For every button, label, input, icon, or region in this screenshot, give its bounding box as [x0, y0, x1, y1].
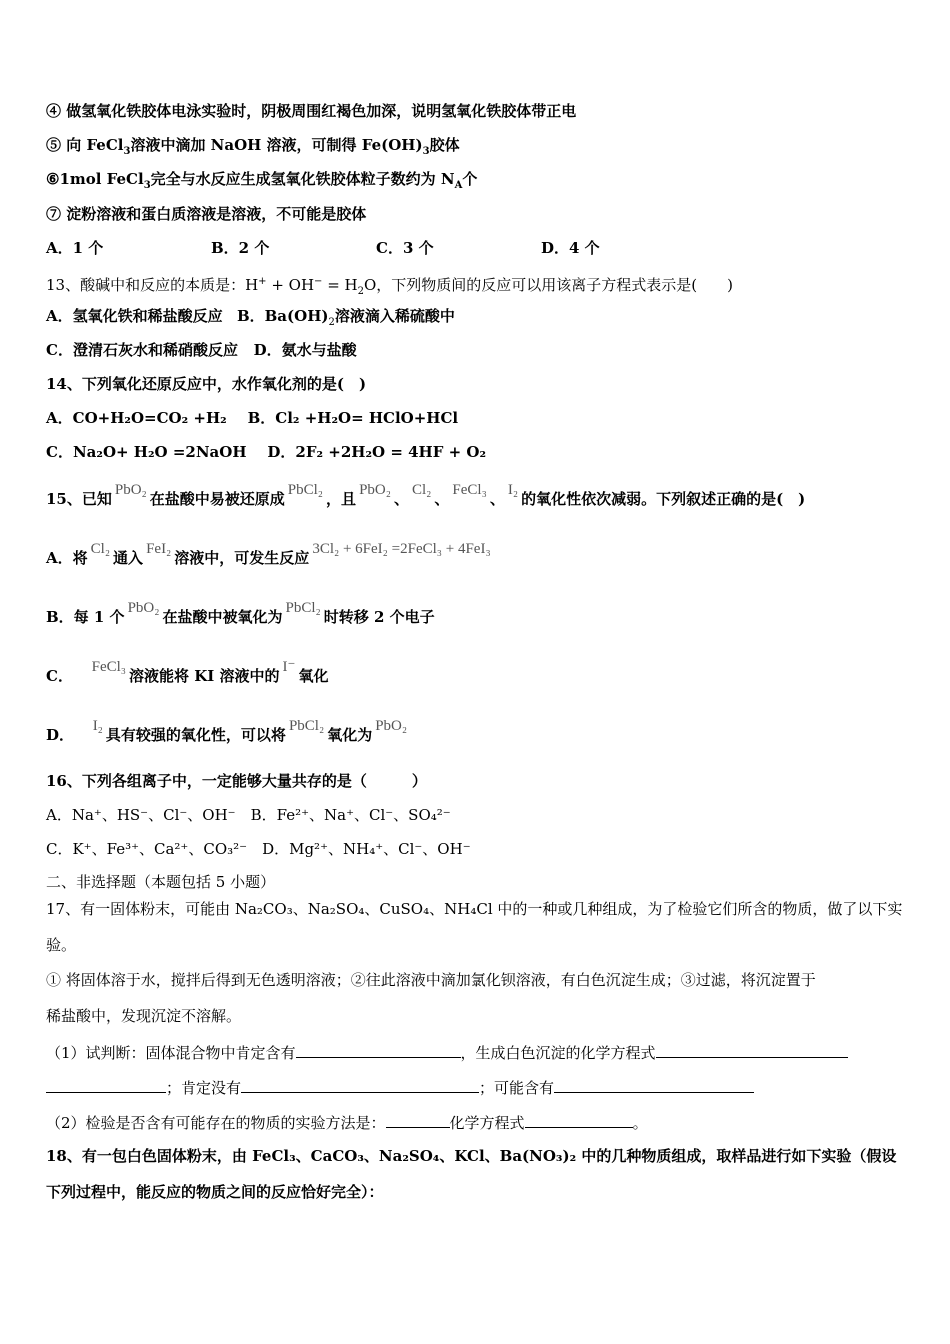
q12-item-7-text: ⑦ 淀粉溶液和蛋白质溶液是溶液，不可能是胶体 [46, 205, 367, 223]
q14-option-d: D．2F₂ +2H₂O = 4HF + O₂ [267, 443, 487, 461]
q15-a-formula-equation: 3Cl₂ + 6FeI₂ =2FeCl₃ + 4FeI₃ [312, 541, 491, 557]
q17-blank-method-equation[interactable] [525, 1111, 633, 1128]
q15-option-b [46, 600, 435, 628]
q12-option-b: B．2 个 [211, 239, 270, 257]
q13-stem-post: O，下列物质间的反应可以用该离子方程式表示是( ) [364, 276, 734, 294]
q15-stem-formula-i2: I₂ [507, 482, 519, 498]
q12-item-6-sub2: A [454, 180, 463, 191]
q15-stem-s7: 的氧化性依次减弱。下列叙述正确的是( ) [521, 490, 806, 508]
q16-stem-text: 16、下列各组离子中，一定能够大量共存的是（ ） [46, 772, 427, 790]
q13-option-c: C．澄清石灰水和稀硝酸反应 [46, 341, 238, 359]
q12-option-c: C．3 个 [376, 239, 434, 257]
q12-item-5-sub: 3 [123, 146, 131, 157]
q17-line-3-text: ① 将固体溶于水，搅拌后得到无色透明溶液；②往此溶液中滴加氯化钡溶液，有白色沉淀生成；③过滤，将沉淀置于 [46, 971, 816, 989]
q15-stem-formula-pbo2: PbO₂ [114, 482, 147, 498]
q17-part-2 [46, 1111, 648, 1133]
q17-line-3 [46, 970, 816, 990]
q15-option-a [46, 541, 494, 569]
q13-stem [46, 272, 733, 302]
q17-blank-method[interactable] [386, 1111, 450, 1128]
q13-stem-sub: 2 [357, 286, 364, 297]
q14-stem-text: 14、下列氧化还原反应中，水作氧化剂的是( ) [46, 375, 367, 393]
q18-line-2-text: 下列过程中，能反应的物质之间的反应恰好完全）： [46, 1183, 384, 1201]
q17-part-2-equation-label: 化学方程式 [449, 1114, 525, 1132]
q17-blank-equation[interactable] [656, 1041, 848, 1058]
q15-b-p3: 时转移 2 个电子 [323, 608, 435, 626]
q12-item-6-sub: 3 [143, 180, 151, 191]
q15-c-p2: 溶液能将 KI 溶液中的 [129, 667, 280, 685]
q15-stem-s4: 、 [393, 490, 409, 508]
q12-item-4-text: ④ 做氢氧化铁胶体电泳实验时，阴极周围红褐色加深，说明氢氧化铁胶体带正电 [46, 102, 577, 120]
q13-option-b-pre: B．Ba(OH) [236, 307, 329, 325]
q13-stem-mid2: = H [322, 276, 358, 294]
q13-stem-sup2: − [314, 276, 323, 287]
q14-option-c: C．Na₂O+ H₂O =2NaOH [46, 443, 247, 461]
q13-option-d: D．氨水与盐酸 [253, 341, 357, 359]
q15-b-p2: 在盐酸中被氧化为 [162, 608, 283, 626]
q17-blank-possible[interactable] [554, 1076, 754, 1093]
q12-item-5-sub2: 3 [422, 146, 430, 157]
q14-options-cd [46, 442, 486, 462]
q13-option-a: A．氢氧化铁和稀盐酸反应 [46, 307, 223, 325]
q17-part-1-possible-label: ；可能含有 [479, 1079, 555, 1097]
q15-d-p1: D． [46, 726, 75, 744]
q17-part-1-cont [46, 1076, 754, 1098]
q15-stem-s1: 15、已知 [46, 490, 112, 508]
q15-c-formula-iodide: I⁻ [282, 659, 296, 675]
q17-part-1-label: （1）试判断：固体混合物中肯定含有 [46, 1044, 296, 1062]
q12-option-d: D．4 个 [541, 239, 600, 257]
q15-c-p3: 氧化 [298, 667, 329, 685]
q15-stem-formula-pbcl2: PbCl₂ [287, 482, 324, 498]
q15-c-formula-fecl3: FeCl₃ [91, 659, 127, 675]
q12-item-6 [46, 169, 477, 196]
q17-line-4-text: 稀盐酸中，发现沉淀不溶解。 [46, 1007, 242, 1025]
q15-stem-s2: 在盐酸中易被还原成 [149, 490, 285, 508]
q15-c-p1: C． [46, 667, 73, 685]
q17-blank-definite-absent[interactable] [241, 1076, 479, 1093]
q14-option-a: A．CO+H₂O=CO₂ +H₂ [46, 409, 227, 427]
q13-options-ab [46, 306, 455, 333]
q13-options-cd [46, 340, 357, 360]
section-2-heading-text: 二、非选择题（本题包括 5 小题） [46, 873, 276, 891]
q15-a-p1: A．将 [46, 549, 88, 567]
q12-item-6-post: 个 [462, 170, 478, 188]
q15-stem-s6: 、 [489, 490, 505, 508]
q13-option-b-sub: 2 [328, 317, 335, 328]
q14-stem [46, 374, 366, 394]
q15-stem-s3: ，且 [326, 490, 357, 508]
q17-line-1-text: 17、有一固体粉末，可能由 Na₂CO₃、Na₂SO₄、CuSO₄、NH₄Cl 中的一种或几种组成，为了检验它们所含的物质，做了以下实 [46, 900, 903, 918]
q17-part-1 [46, 1041, 848, 1063]
q12-item-6-mid: 完全与水反应生成氢氧化铁胶体粒子数约为 N [150, 170, 455, 188]
q18-line-2 [46, 1182, 384, 1202]
q15-a-formula-fei2: FeI₂ [146, 541, 172, 557]
q15-d-formula-pbcl2: PbCl₂ [288, 718, 325, 734]
q17-blank-equation-cont[interactable] [46, 1076, 166, 1093]
q15-d-p3: 氧化为 [327, 726, 373, 744]
q15-stem-formula-fecl3: FeCl₃ [452, 482, 487, 498]
q12-item-4 [46, 101, 576, 121]
q12-item-5 [46, 135, 460, 162]
q15-option-c [46, 659, 329, 687]
q12-options [46, 238, 600, 258]
q15-a-p2: 通入 [113, 549, 144, 567]
q12-item-5-mid: 溶液中滴加 NaOH 溶液，可制得 Fe(OH) [130, 136, 423, 154]
q15-stem [46, 482, 806, 510]
q15-d-formula-i2: I₂ [92, 718, 103, 734]
q12-item-6-pre: ⑥1mol FeCl [46, 170, 144, 188]
q17-line-1 [46, 899, 902, 919]
q15-b-formula-pbo2: PbO₂ [127, 600, 160, 616]
q12-item-5-post: 胶体 [429, 136, 460, 154]
q15-a-p3: 溶液中，可发生反应 [174, 549, 310, 567]
q12-option-a: A．1 个 [46, 239, 104, 257]
q17-line-4 [46, 1006, 241, 1026]
q16-stem [46, 771, 427, 791]
q15-stem-formula-pbo2-b: PbO₂ [359, 482, 391, 498]
q13-stem-pre: 13、酸碱中和反应的本质是：H [46, 276, 259, 294]
q15-b-formula-pbcl2: PbCl₂ [285, 600, 321, 616]
q18-line-1 [46, 1146, 896, 1166]
q15-stem-formula-cl2: Cl₂ [411, 482, 432, 498]
q17-blank-definite-contains[interactable] [296, 1041, 461, 1058]
q15-stem-s5: 、 [434, 490, 450, 508]
q15-d-formula-pbo2: PbO₂ [375, 718, 408, 734]
q17-line-2-text: 验。 [46, 936, 77, 954]
q17-part-1-absent-label: ；肯定没有 [166, 1079, 242, 1097]
q14-options-ab [46, 408, 458, 428]
q15-a-formula-cl2: Cl₂ [90, 541, 111, 557]
q13-stem-sup1: + [258, 276, 267, 287]
q17-part-1-equation-label: ，生成白色沉淀的化学方程式 [460, 1044, 656, 1062]
q15-d-p2: 具有较强的氧化性，可以将 [105, 726, 286, 744]
q17-line-2 [46, 935, 76, 955]
q13-stem-mid1: + OH [266, 276, 315, 294]
q12-item-5-pre: ⑤ 向 FeCl [46, 136, 124, 154]
q13-option-b-post: 溶液滴入稀硫酸中 [334, 307, 455, 325]
q14-option-b: B．Cl₂ +H₂O= HClO+HCl [247, 409, 459, 427]
q16-options-cd [46, 839, 471, 859]
q16-options-ab-text: A．Na⁺、HS⁻、Cl⁻、OH⁻ B．Fe²⁺、Na⁺、Cl⁻、SO₄²⁻ [46, 806, 451, 824]
q16-options-ab [46, 805, 451, 825]
q12-item-7 [46, 204, 366, 224]
section-2-heading [46, 872, 275, 892]
q15-b-p1: B．每 1 个 [46, 608, 125, 626]
q15-option-d [46, 718, 410, 746]
q18-line-1-text: 18、有一包白色固体粉末，由 FeCl₃、CaCO₃、Na₂SO₄、KCl、Ba(NO₃)₂ 中的几种物质组成，取样品进行如下实验（假设 [46, 1147, 897, 1165]
q16-options-cd-text: C．K⁺、Fe³⁺、Ca²⁺、CO₃²⁻ D．Mg²⁺、NH₄⁺、Cl⁻、OH⁻ [46, 840, 471, 858]
q17-part-2-end: 。 [632, 1114, 648, 1132]
q17-part-2-label: （2）检验是否含有可能存在的物质的实验方法是： [46, 1114, 386, 1132]
